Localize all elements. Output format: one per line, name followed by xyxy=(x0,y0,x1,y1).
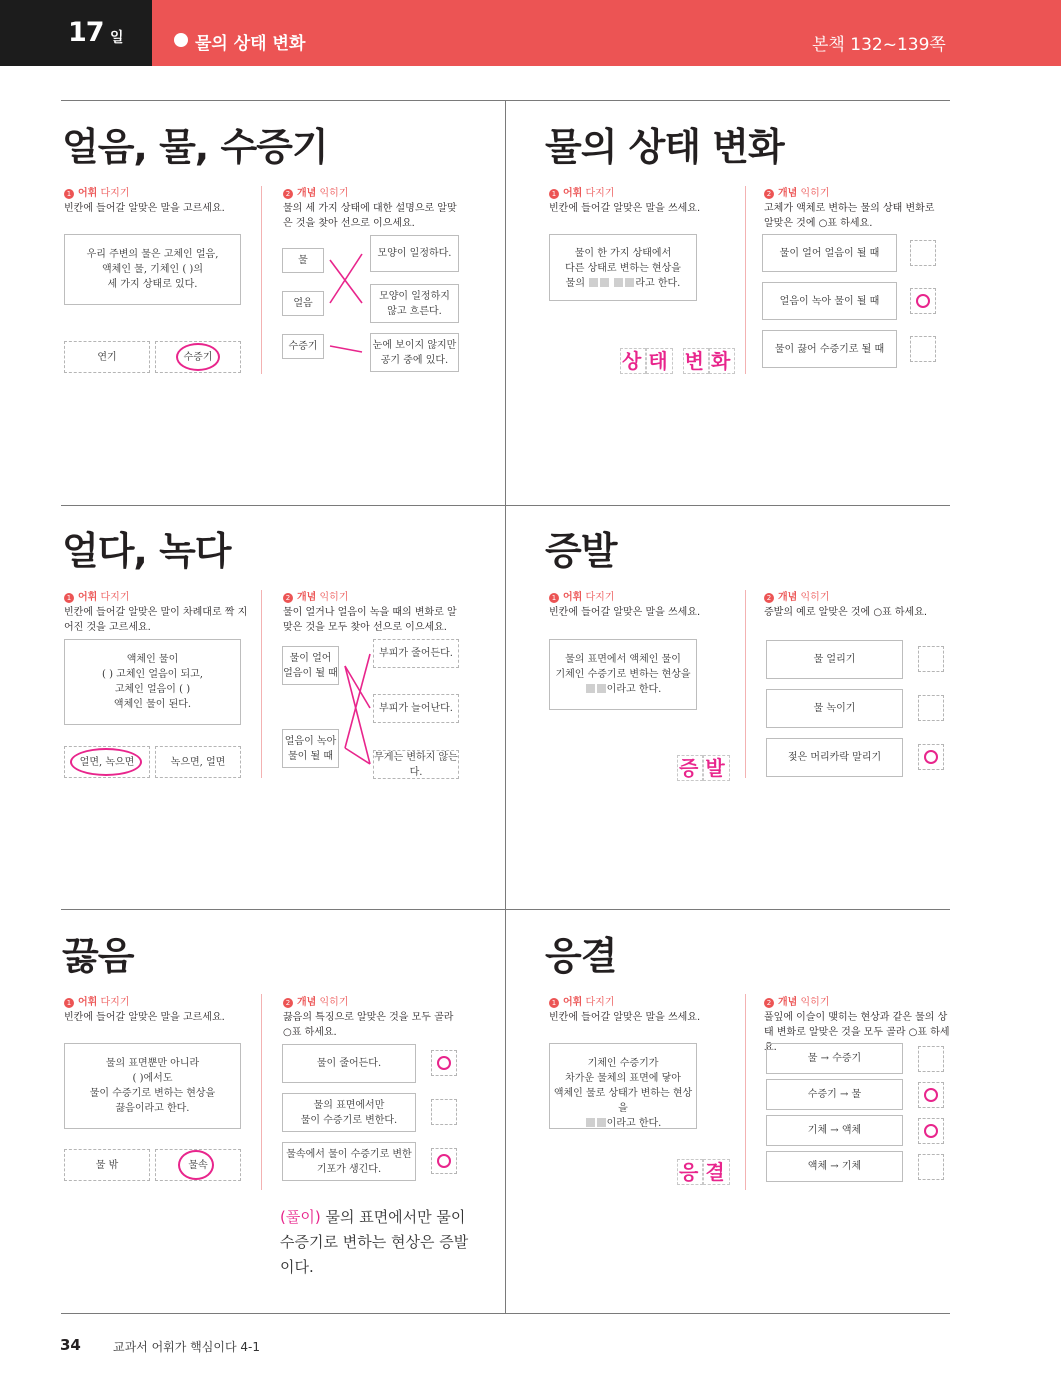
match-left-item[interactable]: 수증기 xyxy=(282,334,324,359)
checkbox-checked[interactable] xyxy=(918,1082,944,1108)
section-title: 얼다, 녹다 xyxy=(62,529,231,573)
checkbox-checked[interactable] xyxy=(918,744,944,770)
passage-box: 액체인 물이 ( ) 고체인 얼음이 되고, 고체인 얼음이 ( ) 액체인 물이 된다. xyxy=(64,639,241,725)
match-right-item[interactable]: 모양이 일정하다. xyxy=(370,235,459,272)
passage-box: 물이 한 가지 상태에서 다른 상태로 변하는 현상을 물의 라고 한다. xyxy=(549,234,697,301)
option-item[interactable]: 액체 → 기체 xyxy=(766,1151,903,1182)
checkbox-checked[interactable] xyxy=(431,1050,457,1076)
concept-practice-header: 2 개념 익히기 xyxy=(283,993,349,1008)
circle-mark-icon xyxy=(924,1124,938,1138)
match-right-item[interactable]: 부피가 줄어든다. xyxy=(373,639,459,668)
option-item[interactable]: 얼음이 녹아 물이 될 때 xyxy=(762,282,897,320)
option-item[interactable]: 물속에서 물이 수증기로 변한 기포가 생긴다. xyxy=(282,1142,416,1181)
topic-title: 물의 상태 변화 xyxy=(195,34,306,54)
day-number: 17 xyxy=(68,17,104,48)
section-title: 증발 xyxy=(545,529,617,573)
vocab-practice-header: 1 어휘 다지기 xyxy=(64,184,130,199)
instruction: 빈칸에 들어갈 알맞은 말을 고르세요. xyxy=(64,203,225,214)
match-right-item[interactable]: 눈에 보이지 않지만 공기 중에 있다. xyxy=(370,333,459,372)
match-right-item[interactable]: 무게는 변하지 않는다. xyxy=(374,751,458,778)
concept-practice-header: 2 개념 익히기 xyxy=(764,184,830,199)
match-left-item[interactable]: 물 xyxy=(282,248,324,273)
explanation-tag: (풀이) xyxy=(280,1208,321,1226)
explanation-text: 물의 표면에서만 물이 수증기로 변하는 현상은 증발이다. xyxy=(280,1208,469,1276)
option-item[interactable]: 수증기 → 물 xyxy=(766,1079,903,1110)
match-left-item[interactable]: 물이 얼어 얼음이 될 때 xyxy=(282,646,339,685)
concept-practice-header: 2 개념 익히기 xyxy=(764,993,830,1008)
checkbox-checked[interactable] xyxy=(918,1118,944,1144)
circle-mark-icon xyxy=(437,1056,451,1070)
option-item[interactable]: 물 녹이기 xyxy=(766,689,903,728)
vocab-practice-header: 1 어휘 다지기 xyxy=(64,588,130,603)
option-item[interactable]: 물이 끓어 수증기로 될 때 xyxy=(762,330,897,368)
explanation-note xyxy=(280,1205,480,1280)
answer-circle-mark xyxy=(178,1150,214,1180)
choice-option-selected[interactable]: 수증기 xyxy=(155,341,241,373)
option-item[interactable]: 물 → 수증기 xyxy=(766,1043,903,1074)
section-title: 끓음 xyxy=(62,934,134,978)
checkbox[interactable] xyxy=(431,1099,457,1125)
instruction: 물의 세 가지 상태에 대한 설명으로 알맞은 것을 찾아 선으로 이으세요. xyxy=(283,203,457,229)
section-title: 얼음, 물, 수증기 xyxy=(62,125,328,169)
checkbox-checked[interactable] xyxy=(431,1148,457,1174)
instruction: 증발의 예로 알맞은 것에 ○표 하세요. xyxy=(764,607,928,618)
choice-option[interactable]: 물 밖 xyxy=(64,1149,150,1181)
choice-option[interactable]: 연기 xyxy=(64,341,150,373)
choice-option-selected[interactable]: 얼면, 녹으면 xyxy=(64,746,150,778)
written-answer: 증 발 xyxy=(679,756,728,780)
circle-mark-icon xyxy=(437,1154,451,1168)
choice-option-selected[interactable]: 물속 xyxy=(155,1149,241,1181)
concept-practice-header: 2 개념 익히기 xyxy=(283,184,349,199)
vocab-practice-header: 1 어휘 다지기 xyxy=(549,588,615,603)
option-item[interactable]: 물이 얼어 얼음이 될 때 xyxy=(762,234,897,272)
day-suffix: 일 xyxy=(110,30,124,46)
option-item[interactable]: 기체 → 액체 xyxy=(766,1115,903,1146)
checkbox[interactable] xyxy=(918,646,944,672)
passage-box: 물의 표면뿐만 아니라 ( )에서도 물이 수증기로 변하는 현상을 끓음이라고 한다. xyxy=(64,1043,241,1129)
vocab-practice-header: 1 어휘 다지기 xyxy=(64,993,130,1008)
instruction: 빈칸에 들어갈 알맞은 말을 쓰세요. xyxy=(549,1012,701,1023)
circle-mark-icon xyxy=(924,750,938,764)
instruction: 끓음의 특징으로 알맞은 것을 모두 골라 ○표 하세요. xyxy=(283,1012,454,1038)
page-reference: 본책 132~139쪽 xyxy=(812,35,946,55)
page-number: 34 xyxy=(60,1336,81,1354)
written-answer: 응 결 xyxy=(679,1160,728,1184)
instruction: 빈칸에 들어갈 알맞은 말이 차례대로 짝 지어진 것을 고르세요. xyxy=(64,607,248,633)
passage-box: 물의 표면에서 액체인 물이 기체인 수증기로 변하는 현상을 이라고 한다. xyxy=(549,639,697,710)
option-item[interactable]: 물이 줄어든다. xyxy=(282,1044,416,1083)
option-item[interactable]: 물의 표면에서만 물이 수증기로 변한다. xyxy=(282,1093,416,1132)
match-left-item[interactable]: 얼음 xyxy=(282,291,324,316)
checkbox[interactable] xyxy=(918,695,944,721)
match-left-item[interactable]: 얼음이 녹아 물이 될 때 xyxy=(282,729,339,768)
circle-mark-icon xyxy=(924,1088,938,1102)
option-item[interactable]: 물 얼리기 xyxy=(766,640,903,679)
match-right-item[interactable]: 부피가 늘어난다. xyxy=(373,694,459,723)
instruction: 빈칸에 들어갈 알맞은 말을 쓰세요. xyxy=(549,203,701,214)
written-answer: 상 태 변 화 xyxy=(622,349,734,373)
checkbox[interactable] xyxy=(918,1046,944,1072)
concept-practice-header: 2 개념 익히기 xyxy=(764,588,830,603)
match-right-item[interactable]: 모양이 일정하지 않고 흐른다. xyxy=(370,284,459,323)
section-title: 물의 상태 변화 xyxy=(545,125,784,169)
concept-practice-header: 2 개념 익히기 xyxy=(283,588,349,603)
option-item[interactable]: 젖은 머리카락 말리기 xyxy=(766,738,903,777)
instruction: 빈칸에 들어갈 알맞은 말을 쓰세요. xyxy=(549,607,701,618)
instruction: 물이 얼거나 얼음이 녹을 때의 변화로 알맞은 것을 모두 찾아 선으로 이으세요. xyxy=(283,607,457,633)
passage-box: 기체인 수증기가 차가운 물체의 표면에 닿아 액체인 물로 상태가 변하는 현상을 이라고 한다. xyxy=(549,1043,697,1129)
instruction: 빈칸에 들어갈 알맞은 말을 고르세요. xyxy=(64,1012,225,1023)
vocab-practice-header: 1 어휘 다지기 xyxy=(549,184,615,199)
passage-box: 우리 주변의 물은 고체인 얼음, 액체인 물, 기체인 ( )의 세 가지 상태로 있다. xyxy=(64,234,241,305)
section-title: 응결 xyxy=(545,934,617,978)
instruction: 풀잎에 이슬이 맺히는 현상과 같은 물의 상태 변화로 알맞은 것을 모두 골라 ○표 하세요. xyxy=(764,1012,950,1053)
vocab-practice-header: 1 어휘 다지기 xyxy=(549,993,615,1008)
choice-option[interactable]: 녹으면, 얼면 xyxy=(155,746,241,778)
checkbox[interactable] xyxy=(918,1154,944,1180)
book-title: 교과서 어휘가 핵심이다 4-1 xyxy=(113,1340,260,1354)
instruction: 고체가 액체로 변하는 물의 상태 변화로 알맞은 것에 ○표 하세요. xyxy=(764,203,935,229)
